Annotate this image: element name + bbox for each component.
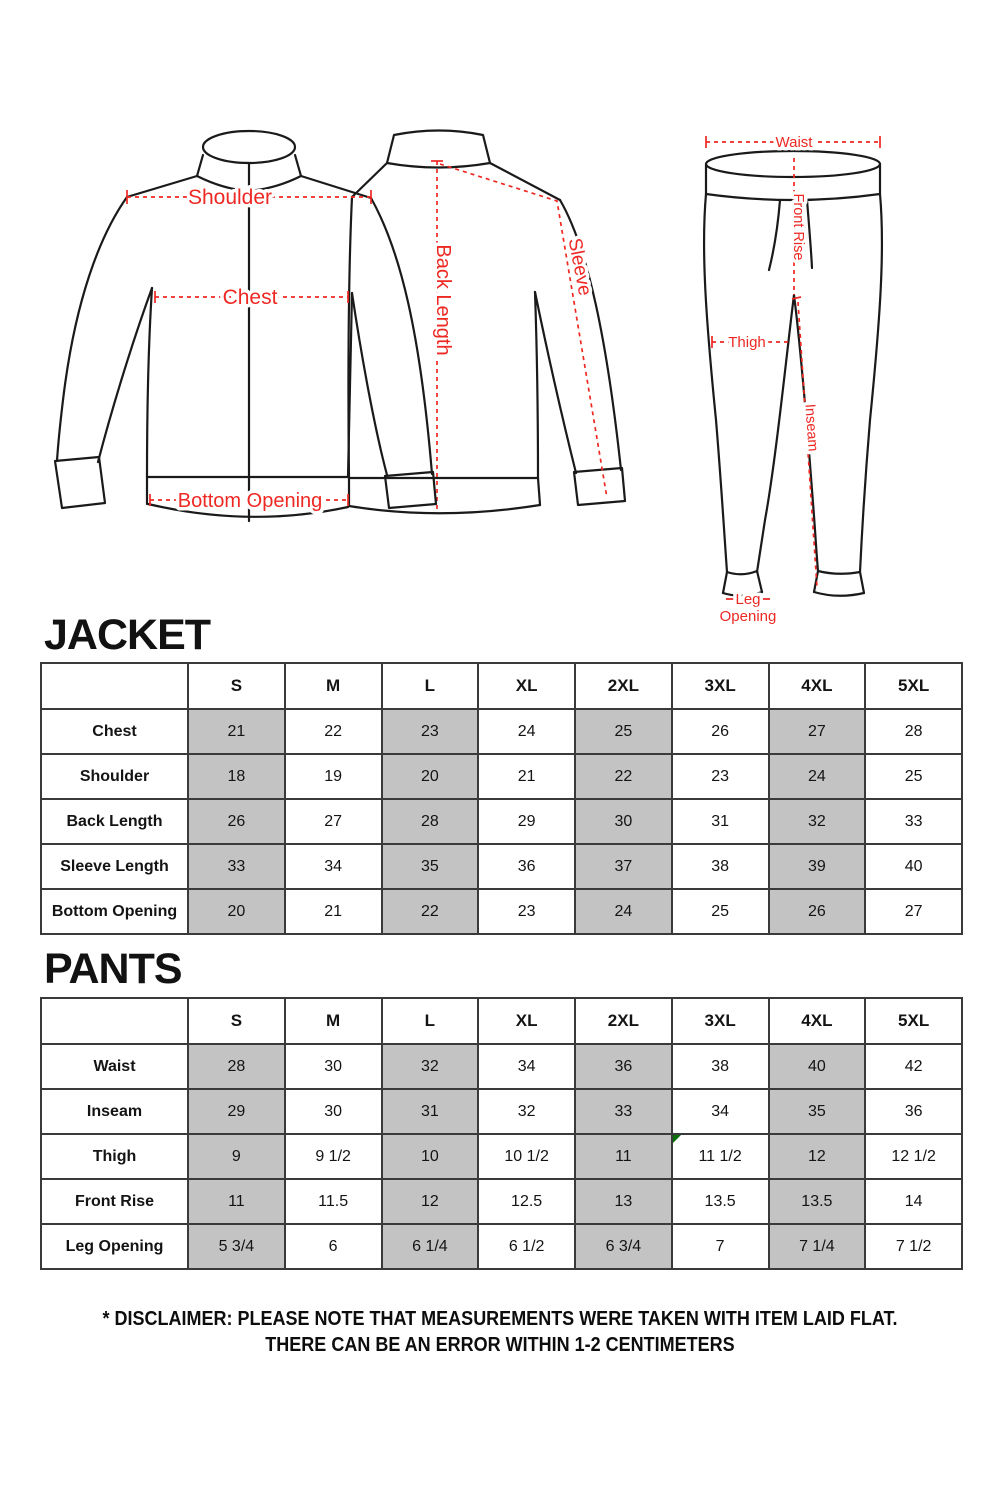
size-value-cell: 33	[865, 799, 962, 844]
size-value-cell: 24	[575, 889, 672, 934]
size-value-cell: 32	[382, 1044, 479, 1089]
size-value-cell: 7 1/4	[769, 1224, 866, 1269]
row-label: Inseam	[41, 1089, 188, 1134]
size-value-cell: 12.5	[478, 1179, 575, 1224]
size-value-cell: 23	[382, 709, 479, 754]
corner-cell	[41, 998, 188, 1044]
size-value-cell: 11	[188, 1179, 285, 1224]
corner-cell	[41, 663, 188, 709]
size-value-cell: 19	[285, 754, 382, 799]
jacket-size-table	[40, 662, 963, 935]
row-label: Bottom Opening	[41, 889, 188, 934]
measurement-diagram	[0, 0, 1000, 625]
measurement-row	[41, 1224, 962, 1269]
size-value-cell: 31	[382, 1089, 479, 1134]
size-value-cell: 13.5	[769, 1179, 866, 1224]
size-value-cell: 37	[575, 844, 672, 889]
jacket-front-drawing	[55, 131, 436, 521]
pants-drawing	[704, 134, 882, 625]
row-label: Waist	[41, 1044, 188, 1089]
size-value-cell: 28	[865, 709, 962, 754]
size-header-s: S	[188, 998, 285, 1044]
inseam-label: Inseam	[801, 403, 821, 453]
size-value-cell: 7	[672, 1224, 769, 1269]
size-header-s: S	[188, 663, 285, 709]
size-value-cell: 23	[672, 754, 769, 799]
size-value-cell: 39	[769, 844, 866, 889]
size-value-cell: 29	[478, 799, 575, 844]
size-value-cell: 9	[188, 1134, 285, 1179]
size-value-cell: 34	[285, 844, 382, 889]
measurement-row	[41, 1044, 962, 1089]
chest-label: Chest	[222, 286, 278, 309]
size-value-cell: 6 3/4	[575, 1224, 672, 1269]
size-value-cell: 11 1/2	[672, 1134, 769, 1179]
size-value-cell: 36	[478, 844, 575, 889]
size-value-cell: 27	[769, 709, 866, 754]
size-value-cell: 7 1/2	[865, 1224, 962, 1269]
size-value-cell: 21	[188, 709, 285, 754]
front-rise-label: Front Rise	[790, 193, 806, 261]
measurement-row	[41, 799, 962, 844]
size-value-cell: 42	[865, 1044, 962, 1089]
row-label: Chest	[41, 709, 188, 754]
size-value-cell: 22	[285, 709, 382, 754]
size-value-cell: 40	[865, 844, 962, 889]
size-value-cell: 23	[478, 889, 575, 934]
size-value-cell: 27	[865, 889, 962, 934]
size-value-cell: 35	[382, 844, 479, 889]
size-value-cell: 26	[188, 799, 285, 844]
size-header-l: L	[382, 998, 479, 1044]
disclaimer-line-1: * DISCLAIMER: PLEASE NOTE THAT MEASUREMENTS WERE TAKEN WITH ITEM LAID FLAT.	[102, 1308, 898, 1330]
row-label: Leg Opening	[41, 1224, 188, 1269]
size-value-cell: 32	[478, 1089, 575, 1134]
size-value-cell: 12 1/2	[865, 1134, 962, 1179]
measurement-row	[41, 844, 962, 889]
size-value-cell: 26	[769, 889, 866, 934]
size-value-cell: 31	[672, 799, 769, 844]
size-header-3xl: 3XL	[672, 998, 769, 1044]
row-label: Back Length	[41, 799, 188, 844]
size-value-cell: 22	[382, 889, 479, 934]
size-value-cell: 36	[865, 1089, 962, 1134]
size-value-cell: 11.5	[285, 1179, 382, 1224]
size-value-cell: 36	[575, 1044, 672, 1089]
size-value-cell: 20	[382, 754, 479, 799]
size-value-cell: 33	[188, 844, 285, 889]
size-header-2xl: 2XL	[575, 663, 672, 709]
jacket-back-drawing	[348, 131, 625, 514]
size-value-cell: 38	[672, 1044, 769, 1089]
size-value-cell: 6 1/2	[478, 1224, 575, 1269]
measurement-row	[41, 1179, 962, 1224]
measurement-row	[41, 709, 962, 754]
size-value-cell: 18	[188, 754, 285, 799]
row-label: Front Rise	[41, 1179, 188, 1224]
size-value-cell: 32	[769, 799, 866, 844]
size-value-cell: 12	[382, 1179, 479, 1224]
size-value-cell: 30	[575, 799, 672, 844]
size-value-cell: 27	[285, 799, 382, 844]
size-header-5xl: 5XL	[865, 663, 962, 709]
size-header-row	[41, 663, 962, 709]
size-value-cell: 11	[575, 1134, 672, 1179]
size-value-cell: 5 3/4	[188, 1224, 285, 1269]
size-value-cell: 21	[478, 754, 575, 799]
size-value-cell: 28	[382, 799, 479, 844]
size-value-cell: 14	[865, 1179, 962, 1224]
size-value-cell: 6	[285, 1224, 382, 1269]
size-value-cell: 24	[478, 709, 575, 754]
waist-label: Waist	[775, 134, 813, 151]
size-value-cell: 25	[865, 754, 962, 799]
jacket-section-title: JACKET	[44, 611, 211, 659]
pants-section-title: PANTS	[44, 945, 182, 993]
bottom-opening-label: Bottom Opening	[177, 490, 323, 512]
size-header-4xl: 4XL	[769, 998, 866, 1044]
size-value-cell: 13.5	[672, 1179, 769, 1224]
measurement-row	[41, 1134, 962, 1179]
disclaimer	[50, 1306, 950, 1358]
size-value-cell: 24	[769, 754, 866, 799]
size-header-l: L	[382, 663, 479, 709]
size-value-cell: 26	[672, 709, 769, 754]
leg-opening-label-line2: Opening	[719, 608, 777, 625]
row-label: Sleeve Length	[41, 844, 188, 889]
shoulder-label: Shoulder	[187, 186, 273, 209]
size-header-row	[41, 998, 962, 1044]
measurement-row	[41, 889, 962, 934]
size-value-cell: 28	[188, 1044, 285, 1089]
size-value-cell: 35	[769, 1089, 866, 1134]
size-header-3xl: 3XL	[672, 663, 769, 709]
size-value-cell: 13	[575, 1179, 672, 1224]
size-header-m: M	[285, 663, 382, 709]
measurement-row	[41, 1089, 962, 1134]
sleeve-label: Sleeve	[563, 236, 596, 298]
size-value-cell: 20	[188, 889, 285, 934]
size-value-cell: 22	[575, 754, 672, 799]
size-value-cell: 12	[769, 1134, 866, 1179]
size-header-xl: XL	[478, 998, 575, 1044]
comment-marker	[673, 1135, 681, 1143]
size-value-cell: 9 1/2	[285, 1134, 382, 1179]
size-value-cell: 33	[575, 1089, 672, 1134]
size-header-m: M	[285, 998, 382, 1044]
size-value-cell: 34	[478, 1044, 575, 1089]
measurement-row	[41, 754, 962, 799]
size-value-cell: 29	[188, 1089, 285, 1134]
size-header-4xl: 4XL	[769, 663, 866, 709]
sleeve-line	[440, 164, 607, 498]
size-value-cell: 30	[285, 1044, 382, 1089]
leg-opening-label-line1: Leg	[735, 591, 761, 608]
row-label: Thigh	[41, 1134, 188, 1179]
size-value-cell: 40	[769, 1044, 866, 1089]
row-label: Shoulder	[41, 754, 188, 799]
size-value-cell: 6 1/4	[382, 1224, 479, 1269]
size-value-cell: 10	[382, 1134, 479, 1179]
size-value-cell: 30	[285, 1089, 382, 1134]
size-value-cell: 25	[575, 709, 672, 754]
size-header-xl: XL	[478, 663, 575, 709]
size-header-5xl: 5XL	[865, 998, 962, 1044]
disclaimer-line-2: THERE CAN BE AN ERROR WITHIN 1-2 CENTIMETERS	[265, 1334, 735, 1356]
size-header-2xl: 2XL	[575, 998, 672, 1044]
thigh-label: Thigh	[728, 334, 766, 351]
size-value-cell: 10 1/2	[478, 1134, 575, 1179]
size-value-cell: 25	[672, 889, 769, 934]
size-value-cell: 21	[285, 889, 382, 934]
back-length-label: Back Length	[432, 244, 454, 356]
size-value-cell: 38	[672, 844, 769, 889]
pants-size-table	[40, 997, 963, 1270]
size-value-cell: 34	[672, 1089, 769, 1134]
